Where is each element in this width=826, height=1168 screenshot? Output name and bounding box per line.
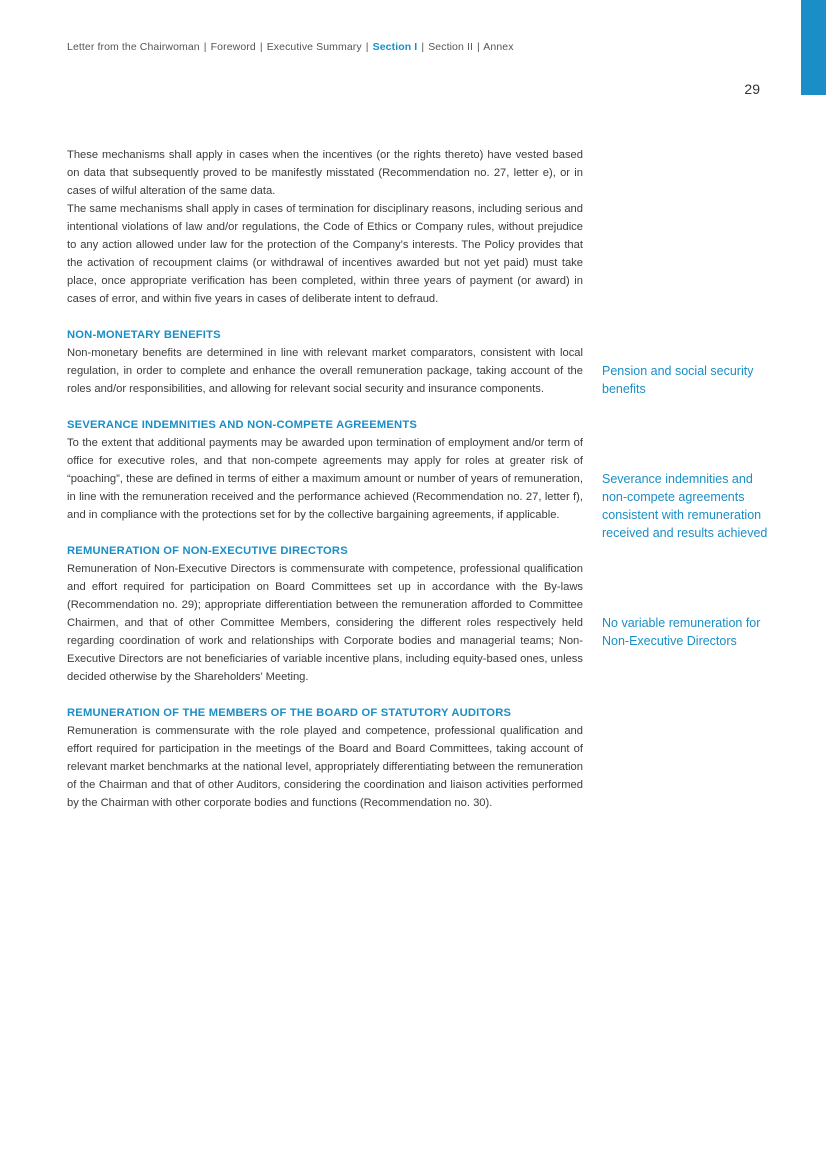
- nav-separator: |: [203, 41, 207, 53]
- nav-letter-from-chairwoman[interactable]: Letter from the Chairwoman: [67, 41, 200, 53]
- page-number: 29: [744, 81, 760, 97]
- section-heading-statutory-auditors: REMUNERATION OF THE MEMBERS OF THE BOARD OF STATUTORY AUDITORS: [67, 707, 512, 719]
- breadcrumb-nav: [67, 41, 514, 53]
- intro-paragraph-2: The same mechanisms shall apply in cases of termination for disciplinary reasons, including serious and intentional violations of law and/or regulations, the Code of Ethics or Company rules, without prejudice to any action allowed under law for the protection of the Company’s interests. The Policy provides that the activation of recoupment claims (or withdrawal of incentives awarded but not yet paid) must take place, once appropriate verification has been completed, within three years of payment (or award) in cases of error, and within five years in cases of deliberate intent to defraud.: [67, 203, 583, 305]
- sidenote-non-executive: No variable remuneration for Non-Executive Directors: [602, 616, 761, 648]
- nav-section-1-active[interactable]: Section I: [372, 41, 418, 53]
- nav-separator: |: [477, 41, 480, 53]
- sidenote-severance: Severance indemnities and non-compete agreements consistent with remuneration received and results achieved: [602, 472, 768, 540]
- main-text-column: [67, 146, 583, 812]
- nav-section-2[interactable]: Section II: [428, 41, 473, 53]
- sidenote-pension: Pension and social security benefits: [602, 364, 754, 396]
- corner-color-tab: [801, 0, 826, 95]
- nav-separator: |: [259, 41, 263, 53]
- nav-separator: |: [365, 41, 369, 53]
- section-heading-non-monetary-benefits: NON-MONETARY BENEFITS: [67, 329, 221, 341]
- intro-paragraph-1: These mechanisms shall apply in cases when the incentives (or the rights thereto) have vested based on data that subsequently proved to be manifestly misstated (Recommendation no. 27, letter e), or in cases of wilful alteration of the same data.: [67, 149, 583, 197]
- section-heading-severance: SEVERANCE INDEMNITIES AND NON-COMPETE AGREEMENTS: [67, 419, 418, 431]
- nav-separator: |: [421, 41, 425, 53]
- nav-executive-summary[interactable]: Executive Summary: [266, 41, 362, 53]
- nav-foreword[interactable]: Foreword: [210, 41, 256, 53]
- section-text-statutory-auditors: Remuneration is commensurate with the role played and competence, professional qualification and effort required for participation in the meetings of the Board and Board Committees, taking account of relevant market benchmarks at the national level, appropriately differentiating between the remuneration of the Chairman and that of other Auditors, considering the coordination and liaison activities performed by the Chairman with other corporate bodies and functions (Recommendation no. 30).: [67, 725, 583, 809]
- section-heading-non-executive-directors: REMUNERATION OF NON-EXECUTIVE DIRECTORS: [67, 545, 348, 557]
- nav-annex[interactable]: Annex: [483, 41, 514, 53]
- section-text-severance: To the extent that additional payments may be awarded upon termination of employment and/or term of office for executive roles, and that non-compete agreements may apply for roles at greater risk of “poaching”, these are defined in terms of either a maximum amount or number of years of remuneration, in line with the remuneration received and the performance achieved (Recommendation no. 27, letter f), and in compliance with the protections set for by the collective bargaining agreements, if applicable.: [67, 437, 583, 521]
- section-text-non-monetary-benefits: Non-monetary benefits are determined in line with relevant market comparators, consistent with local regulation, in order to complete and enhance the overall remuneration package, taking account of the roles and/or responsibilities, and allowing for relevant social security and insurance components.: [67, 347, 583, 395]
- section-text-non-executive-directors: Remuneration of Non-Executive Directors is commensurate with competence, professional qualification and effort required for participation on Board Committees set up in accordance with the By-laws (Recommendation no. 29); appropriate differentiation between the remuneration afforded to Committee Chairmen, and that of other Committee Members, considering the different roles respectively held regarding coordination of work and relationships with Corporate bodies and managerial teams; Non-Executive Directors are not beneficiaries of variable incentive plans, including equity-based ones, unless decided otherwise by the Shareholders’ Meeting.: [67, 563, 583, 683]
